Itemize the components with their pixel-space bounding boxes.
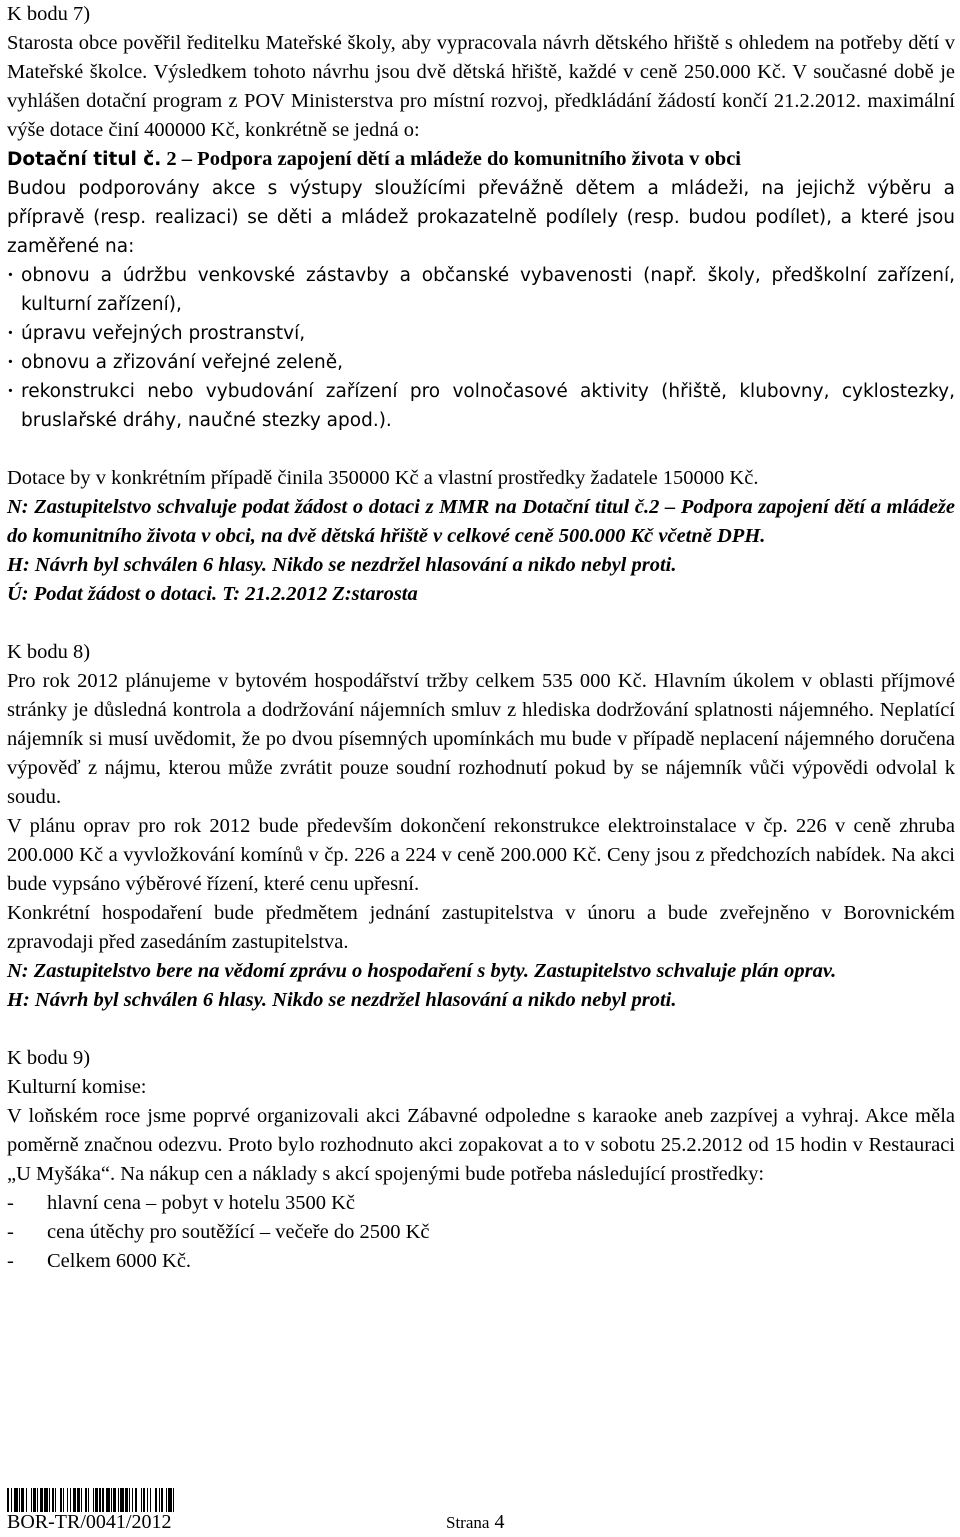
grant-title-label: Dotační titul č.	[7, 149, 162, 170]
grant-bullet-item	[7, 261, 955, 319]
bullet-text: obnovu a údržbu venkovské zástavby a občanské vybavenosti (např. školy, předškolní zařízení, kulturní zařízení),	[21, 265, 955, 315]
cost-list-text: hlavní cena – pobyt v hotelu 3500 Kč	[47, 1192, 356, 1214]
spacer	[7, 435, 955, 464]
grant-title	[7, 145, 955, 174]
section-9-subheading: Kulturní komise:	[7, 1076, 147, 1098]
bullet-text: rekonstrukci nebo vybudování zařízení pro volnočasové aktivity (hřiště, klubovny, cyklostezky, bruslařské dráhy, naučné stezky apod.).	[21, 381, 955, 431]
barcode-bar	[174, 1488, 176, 1512]
bullet-marker: ·	[7, 264, 14, 286]
section-8-paragraph: Pro rok 2012 plánujeme v bytovém hospodářství tržby celkem 535 000 Kč. Hlavním úkolem v oblasti příjmové stránky je důsledná kontrola a dodržování nájemních smluv z hlediska dodržování splatnosti nájemného. Neplatící nájemník si musí uvědomit, že po dvou písemných upomínkách mu bude v případě neplacení nájemného doručena výpověď z nájmu, kterou může zvrátit pouze soudní rozhodnutí pokud by se nájemník vůči výpovědi odvolal k soudu.	[7, 670, 955, 808]
spacer	[7, 609, 955, 638]
bullet-marker: ·	[7, 380, 14, 402]
section-8-paragraph: V plánu oprav pro rok 2012 bude především dokončení rekonstrukce elektroinstalace v čp. 226 v ceně zhruba 200.000 Kč a vyvložkování komínů v čp. 226 a 224 v ceně 200.000 Kč. Ceny jsou z předchozích nabídek. Na akci bude vypsáno výběrové řízení, které cenu upřesní.	[7, 815, 955, 895]
section-7-resolution: N: Zastupitelstvo schvaluje podat žádost o dotaci z MMR na Dotační titul č.2 – Podpora zapojení dětí a mládeže do komunitního života v obci, na dvě dětská hřiště v celkové ceně 500.000 Kč včetně DPH.	[7, 496, 955, 547]
section-8-vote: H: Návrh byl schválen 6 hlasy. Nikdo se nezdržel hlasování a nikdo nebyl proti.	[7, 989, 677, 1011]
page-indicator	[446, 1510, 504, 1535]
bullet-marker: ·	[7, 322, 14, 344]
document-page	[7, 0, 955, 1276]
section-8-heading: K bodu 8)	[7, 641, 91, 663]
section-9-heading: K bodu 9)	[7, 1047, 91, 1069]
section-7-task: Ú: Podat žádost o dotaci. T: 21.2.2012 Z:starosta	[7, 583, 418, 605]
page-number: 4	[494, 1511, 505, 1533]
list-dash: -	[7, 1221, 14, 1243]
list-dash: -	[7, 1192, 14, 1214]
spacer	[7, 1015, 955, 1044]
barcode-image	[7, 1488, 235, 1512]
grant-bullet-item	[7, 377, 955, 435]
section-9-paragraph: V loňském roce jsme poprvé organizovali akci Zábavné odpoledne s karaoke aneb zazpívej a vyhraj. Akce měla poměrně značnou odezvu. Proto bylo rozhodnuto akci zopakovat a to v sobotu 25.2.2012 od 15 hodin v Restauraci „U Myšáka“. Na nákup cen a náklady s akcí spojenými bude potřeba následující prostředky:	[7, 1105, 955, 1185]
cost-list-item	[7, 1247, 955, 1276]
document-id: BOR-TR/0041/2012	[7, 1511, 172, 1533]
grant-bullet-list	[7, 261, 955, 435]
cost-list-text: cena útěchy pro soutěžící – večeře do 2500 Kč	[47, 1221, 430, 1243]
cost-list-text: Celkem 6000 Kč.	[47, 1250, 192, 1272]
bullet-text: úpravu veřejných prostranství,	[21, 323, 306, 344]
grant-support-text: Budou podporovány akce s výstupy sloužícími převážně dětem a mládeži, na jejichž výběru a přípravě (resp. realizaci) se děti a mládež prokazatelně podílely (resp. budou podílet), a které jsou zaměřené na:	[7, 178, 955, 257]
section-7-heading: K bodu 7)	[7, 3, 91, 25]
section-7-vote: H: Návrh byl schválen 6 hlasy. Nikdo se nezdržel hlasování a nikdo nebyl proti.	[7, 554, 677, 576]
section-8-paragraph: Konkrétní hospodaření bude předmětem jednání zastupitelstva v únoru a bude zveřejněno v Borovnickém zpravodaji před zasedáním zastupitelstva.	[7, 902, 955, 953]
list-dash: -	[7, 1250, 14, 1272]
bullet-marker: ·	[7, 351, 14, 373]
grant-bullet-item	[7, 348, 955, 377]
page-footer	[7, 1488, 955, 1533]
page-label: Strana	[446, 1513, 490, 1532]
bullet-text: obnovu a zřizování veřejné zeleně,	[21, 352, 344, 373]
section-8-resolution: N: Zastupitelstvo bere na vědomí zprávu o hospodaření s byty. Zastupitelstvo schvaluje plán oprav.	[7, 960, 837, 982]
grant-title-rest: 2 – Podpora zapojení dětí a mládeže do komunitního života v obci	[161, 148, 742, 170]
cost-list	[7, 1189, 955, 1276]
grant-bullet-item	[7, 319, 955, 348]
section-7-dotace: Dotace by v konkrétním případě činila 350000 Kč a vlastní prostředky žadatele 150000 Kč.	[7, 467, 759, 489]
section-7-intro: Starosta obce pověřil ředitelku Mateřské školy, aby vypracovala návrh dětského hřiště s ohledem na potřeby dětí v Mateřské školce. Výsledkem tohoto návrhu jsou dvě dětská hřiště, každé v ceně 250.000 Kč. V současné době je vyhlášen dotační program z POV Ministerstva pro místní rozvoj, předkládání žádostí končí 21.2.2012. maximální výše dotace činí 400000 Kč, konkrétně se jedná o:	[7, 32, 955, 141]
cost-list-item	[7, 1218, 955, 1247]
cost-list-item	[7, 1189, 955, 1218]
